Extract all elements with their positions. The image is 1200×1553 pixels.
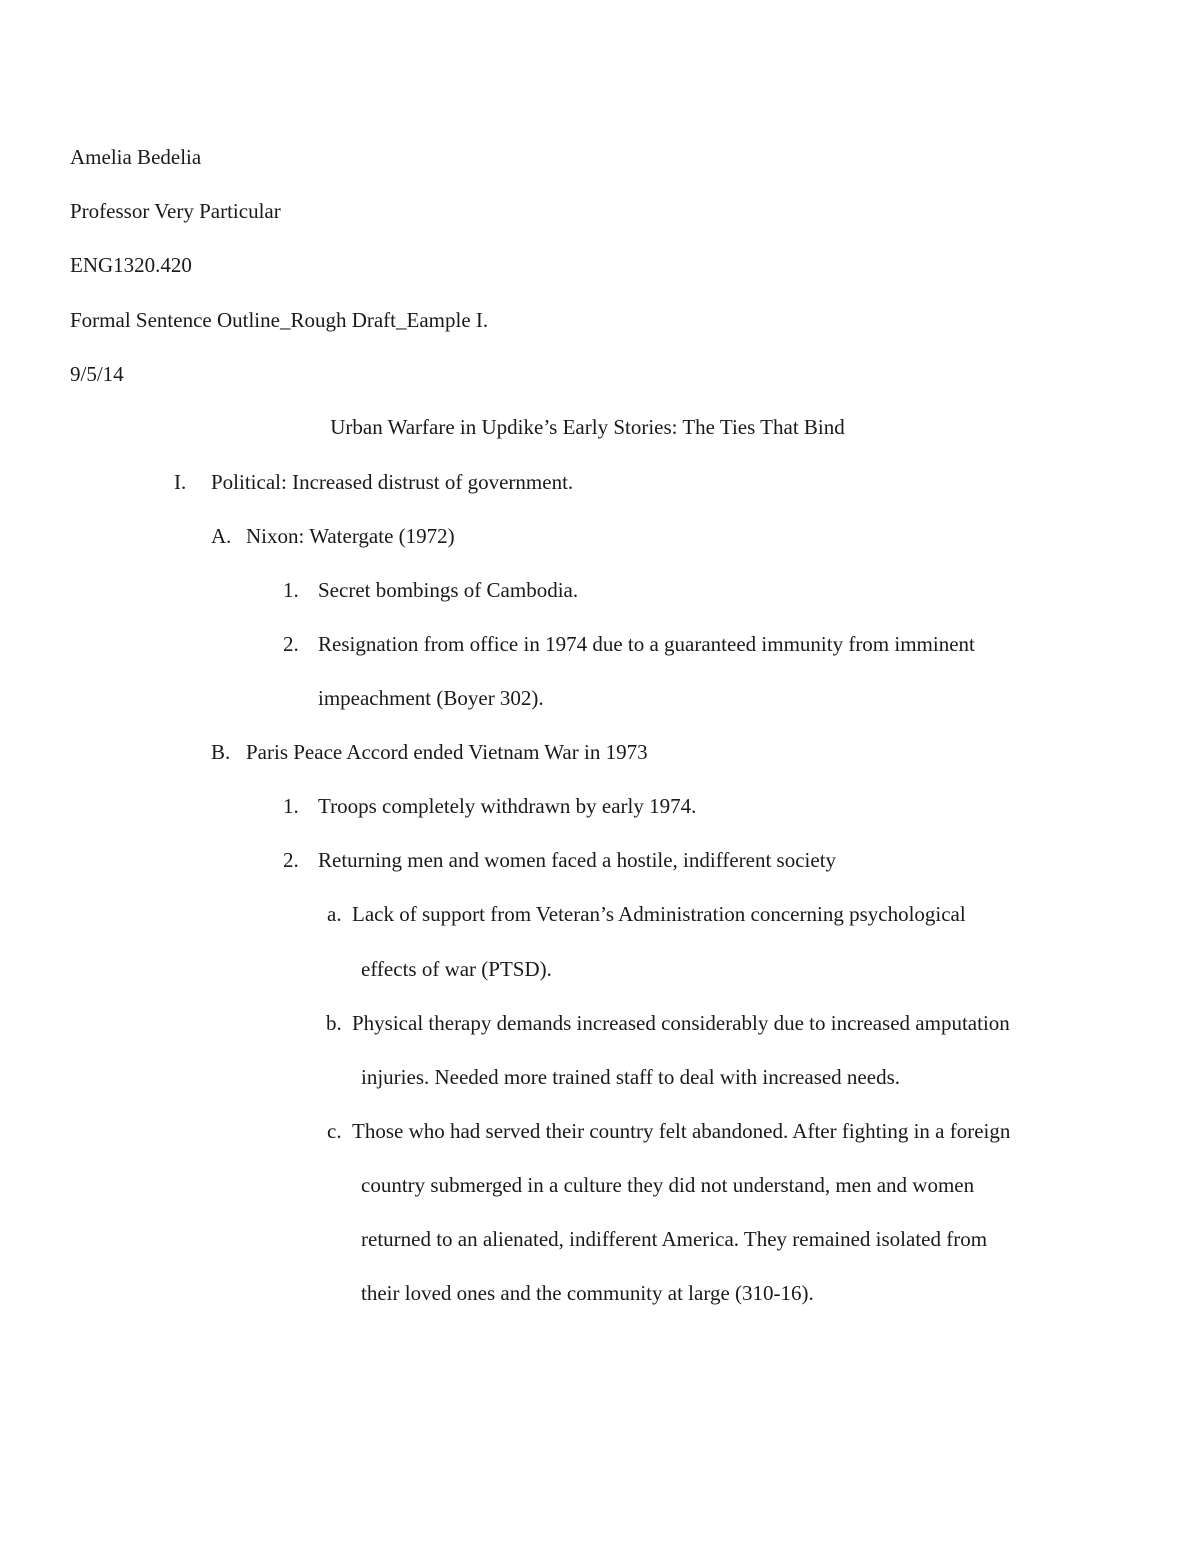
outline-item-resignation-line-1: Resignation from office in 1974 due to a guaranteed immunity from imminent (318, 632, 975, 656)
outline-subitem-c-line-2: country submerged in a culture they did not understand, men and women (361, 1173, 975, 1197)
document-date: 9/5/14 (70, 362, 124, 386)
outline-item-resignation-line-2: impeachment (Boyer 302). (318, 686, 544, 710)
author-name: Amelia Bedelia (70, 145, 202, 169)
outline-subheading-paris-peace: Paris Peace Accord ended Vietnam War in 1973 (246, 740, 648, 764)
professor-name: Professor Very Particular (70, 199, 281, 223)
outline-item-troops: Troops completely withdrawn by early 1974. (318, 794, 697, 818)
outline-marker-a2: 2. (283, 632, 299, 656)
outline-marker-sub-a: a. (327, 902, 342, 926)
assignment-name: Formal Sentence Outline_Rough Draft_Eample I. (70, 308, 489, 332)
outline-subitem-c-line-4: their loved ones and the community at large (310-16). (361, 1281, 814, 1305)
outline-marker-roman-1: I. (174, 470, 187, 494)
outline-heading-political: Political: Increased distrust of government. (211, 470, 574, 494)
outline-subitem-b-line-2: injuries. Needed more trained staff to deal with increased needs. (361, 1065, 900, 1089)
outline-subitem-b-line-1: Physical therapy demands increased considerably due to increased amputation (352, 1011, 1010, 1035)
outline-marker-b2: 2. (283, 848, 299, 872)
document-title: Urban Warfare in Updike’s Early Stories: The Ties That Bind (330, 415, 845, 439)
outline-marker-a-upper: A. (211, 524, 232, 548)
outline-marker-b1: 1. (283, 794, 299, 818)
outline-subitem-a-line-2: effects of war (PTSD). (361, 957, 552, 981)
outline-marker-sub-b: b. (326, 1011, 342, 1035)
outline-marker-a1: 1. (283, 578, 299, 602)
outline-item-cambodia: Secret bombings of Cambodia. (318, 578, 579, 602)
outline-subitem-c-line-1: Those who had served their country felt abandoned. After fighting in a foreign (352, 1119, 1011, 1143)
outline-subitem-a-line-1: Lack of support from Veteran’s Administration concerning psychological (352, 902, 966, 926)
course-code: ENG1320.420 (70, 253, 192, 277)
outline-marker-sub-c: c. (327, 1119, 342, 1143)
outline-item-returning: Returning men and women faced a hostile, indifferent society (318, 848, 837, 872)
outline-subheading-nixon: Nixon: Watergate (1972) (246, 524, 455, 548)
outline-marker-b-upper: B. (211, 740, 231, 764)
outline-subitem-c-line-3: returned to an alienated, indifferent America. They remained isolated from (361, 1227, 988, 1251)
